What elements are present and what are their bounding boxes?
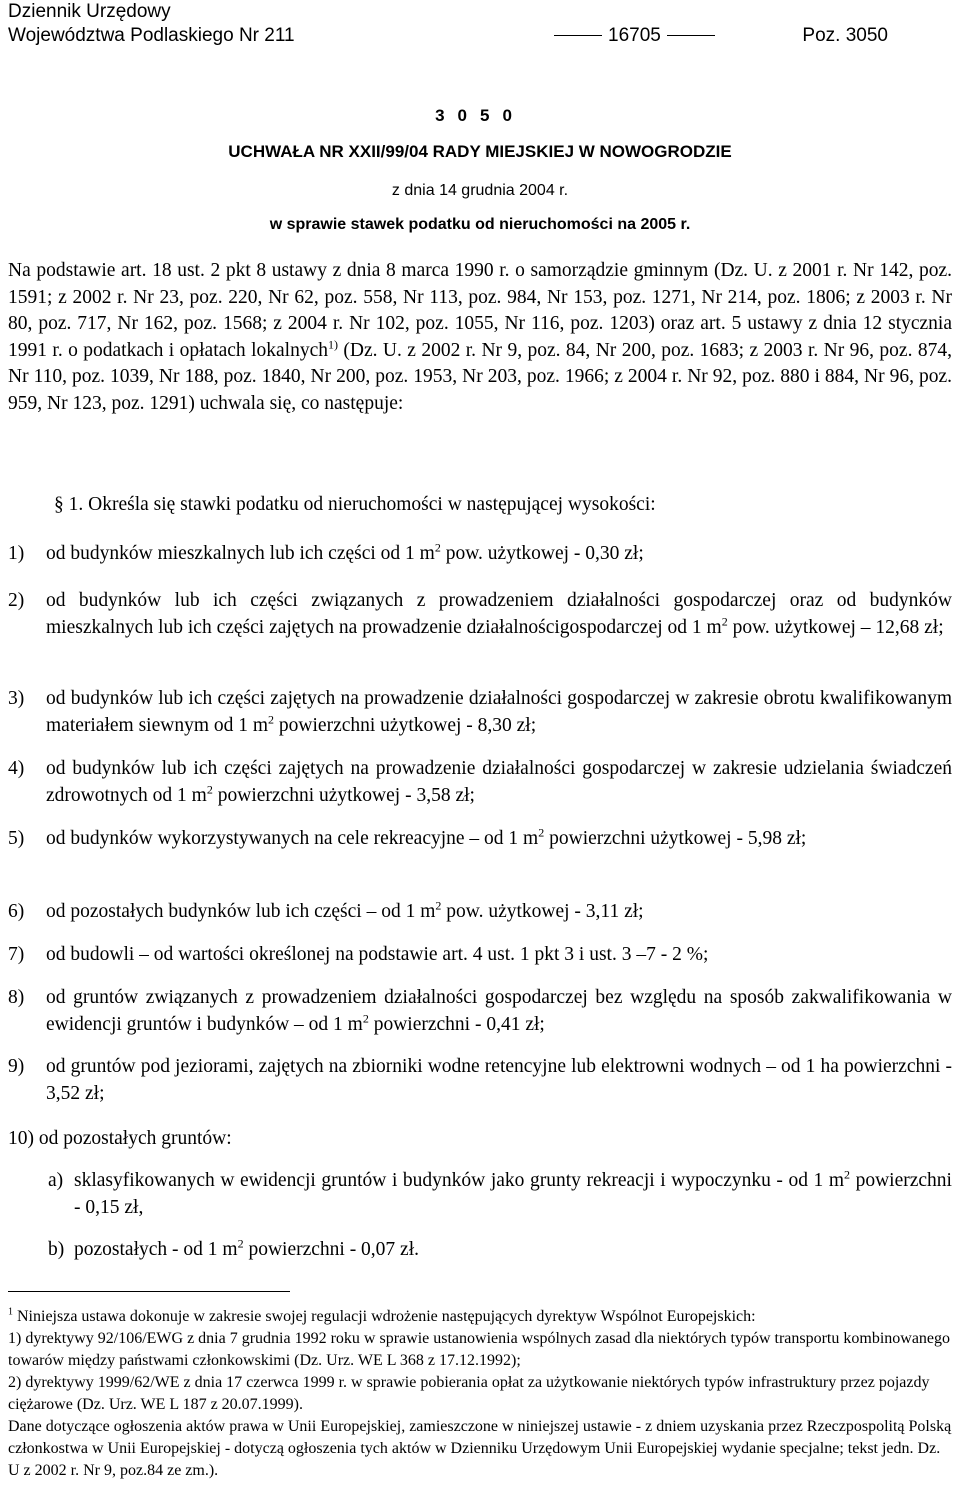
list-item [8, 541, 952, 568]
item-text: od budynków lub ich części zajętych na prowadzenie działalności gospodarczej w zakresie udzielania świadczeń zdrowotnych od 1 m [46, 758, 952, 806]
item-text: od budynków mieszkalnych lub ich części od 1 m [46, 543, 435, 564]
resolution-subject: w sprawie stawek podatku od nieruchomości na 2005 r. [269, 216, 691, 233]
footnote-marker: 1 [8, 1306, 13, 1318]
footnote-text: Niniejsza ustawa dokonuje w zakresie swojej regulacji wdrożenie następujących dyrektyw Wspólnot Europejskich: [13, 1308, 756, 1325]
item-number: 2) [8, 590, 25, 611]
page-number-text: 16705 [608, 25, 661, 46]
page-number [548, 24, 721, 48]
subitem-text-end: powierzchni - 0,15 zł, [74, 1170, 952, 1218]
sub-list-item [48, 1168, 952, 1221]
footnote-ref: 1) [328, 337, 338, 351]
item-sup: 2 [362, 1011, 369, 1025]
list-item [8, 1054, 952, 1107]
list-item [8, 686, 952, 739]
item-number: 3) [8, 688, 25, 709]
item-number: 9) [8, 1056, 25, 1077]
item-number: 5) [8, 828, 25, 849]
item-text-end: pow. użytkowej - 0,30 zł; [440, 543, 644, 564]
list-item [8, 826, 952, 853]
subitem-letter: b) [48, 1239, 65, 1260]
item-text-end: powierzchni użytkowej - 5,98 zł; [544, 828, 807, 849]
list-item [8, 588, 952, 641]
footnote-line: 1) dyrektywy 92/106/EWG z dnia 7 grudnia 1992 roku w sprawie ustanowienia wspólnych zasad dla niektórych typów transportu kombinowanego towarów między państwami członkowskimi (Dz. Urz. WE L 368 z 17.12.1992); [8, 1330, 951, 1369]
item-number: 4) [8, 758, 25, 779]
footnote-divider [8, 1291, 290, 1292]
item-sup: 2 [206, 782, 213, 796]
subitem-text: pozostałych - od 1 m [74, 1239, 238, 1260]
preamble [8, 258, 952, 417]
resolution-date: z dnia 14 grudnia 2004 r. [391, 182, 569, 199]
item-text: od gruntów związanych z prowadzeniem działalności gospodarczej bez względu na sposób zakwalifikowania w ewidencji gruntów i budynków – od 1 m [46, 987, 952, 1035]
preamble-text-b: (Dz. U. z 2002 r. Nr 9, poz. 84, Nr 200, poz. 1683; z 2003 r. Nr 96, poz. 874, Nr 110, poz. 1039, Nr 188, poz. 1840, Nr 200, poz. 1953, Nr 203, poz. 1966; z 2004 r. Nr 92, poz. 880 i 884, Nr 96, poz. 959, Nr 123, poz. 1291) uchwala się, co następuje: [8, 339, 952, 414]
list-item [8, 756, 952, 809]
item-text: od budynków wykorzystywanych na cele rekreacyjne – od 1 m [46, 828, 539, 849]
item-number: 6) [8, 901, 25, 922]
footnote-line: 2) dyrektywy 1999/62/WE z dnia 17 czerwca 1999 r. w sprawie pobierania opłat za użytkowanie niektórych typów infrastruktury przez pojazdy ciężarowe (Dz. Urz. WE L 187 z 20.07.1999). [8, 1374, 930, 1413]
item-text-end: powierzchni użytkowej - 3,58 zł; [212, 784, 475, 806]
subitem-sup: 2 [237, 1236, 244, 1251]
item-text-end: powierzchni - 0,41 zł; [368, 1013, 545, 1035]
journal-name: Dziennik Urzędowy [8, 1, 171, 22]
section-intro: § 1. Określa się stawki podatku od nieruchomości w następującej wysokości: [54, 494, 656, 515]
subitem-letter: a) [48, 1170, 64, 1191]
subitem-sup: 2 [844, 1167, 851, 1182]
subitem-text: sklasyfikowanych w ewidencji gruntów i budynków jako grunty rekreacji i wypoczynku - od 1 m [74, 1170, 845, 1191]
item-text-end: pow. użytkowej – 12,68 zł; [727, 616, 944, 638]
subitem-text-end: powierzchni - 0,07 zł. [243, 1239, 420, 1260]
preamble-text-a: Na podstawie art. 18 ust. 2 pkt 8 ustawy z dnia 8 marca 1990 r. o samorządzie gminnym (Dz. U. z 2001 r. Nr 142, poz. 1591; z 2002 r. Nr 23, poz. 220, Nr 62, poz. 558, Nr 113, poz. 984, Nr 153, poz. 1271, Nr 214, poz. 1806; z 2003 r. Nr 80, poz. 717, Nr 162, poz. 1568; z 2004 r. Nr 102, poz. 1055, Nr 116, poz. 1203) oraz art. 5 ustawy z dnia 12 stycznia 1991 r. o podatkach i opłatach lokalnych [8, 260, 952, 361]
item-sup: 2 [268, 712, 275, 726]
footnote-line [8, 1306, 952, 1328]
item-sup: 2 [538, 825, 545, 840]
sub-list-item [48, 1237, 952, 1264]
item-text: od budynków lub ich części związanych z prowadzeniem działalności gospodarczej oraz od budynków mieszkalnych lub ich części zajętych na prowadzenie działalnościgospodarczej od 1 m [46, 590, 952, 638]
item-text: od gruntów pod jeziorami, zajętych na zbiorniki wodne retencyjne lub elektrowni wodnych – od 1 ha powierzchni - 3,52 zł; [46, 1056, 952, 1104]
position-label: Poz. 3050 [802, 25, 888, 46]
dash-left [554, 35, 602, 36]
item-text-end: pow. użytkowej - 3,11 zł; [441, 901, 644, 922]
item-text: od budynków lub ich części zajętych na prowadzenie działalności gospodarczej w zakresie obrotu kwalifikowanym materiałem siewnym od 1 m [46, 688, 952, 736]
item-text: od pozostałych budynków lub ich części – od 1 m [46, 901, 436, 922]
item-sup: 2 [721, 614, 728, 628]
item-number: 1) [8, 543, 25, 564]
dash-right [667, 35, 715, 36]
footnote-line: Dane dotyczące ogłoszenia aktów prawa w Unii Europejskiej, zamieszczone w niniejszej ustawie - z dniem uzyskania przez Rzeczpospolitą Polską członkostwa w Unii Europejskiej - dotyczą ogłoszenia tych aktów w Dzienniku Urzędowym Unii Europejskiej wydanie specjalne; tekst jedn. Dz. U z 2002 r. Nr 9, poz.84 ze zm.). [8, 1418, 952, 1479]
page-header [8, 0, 888, 48]
footnote [8, 1306, 952, 1482]
list-item [8, 985, 952, 1038]
list-item [8, 942, 952, 969]
item-number: 8) [8, 987, 25, 1008]
item-text-end: powierzchni użytkowej - 8,30 zł; [274, 714, 537, 736]
resolution-title: UCHWAŁA NR XXII/99/04 RADY MIEJSKIEJ W NOWOGRODZIE [228, 142, 732, 161]
item-text: od budowli – od wartości określonej na podstawie art. 4 ust. 1 pkt 3 i ust. 3 –7 - 2 %; [46, 944, 709, 965]
position-number: 3050 [435, 106, 525, 125]
item-number: 7) [8, 944, 25, 965]
item-sup: 2 [435, 898, 442, 913]
item-sup: 2 [434, 540, 441, 555]
journal-voivodeship: Województwa Podlaskiego Nr 211 [8, 25, 295, 46]
list-item [8, 1126, 952, 1153]
item-text: 10) od pozostałych gruntów: [8, 1128, 232, 1149]
list-item [8, 899, 952, 926]
